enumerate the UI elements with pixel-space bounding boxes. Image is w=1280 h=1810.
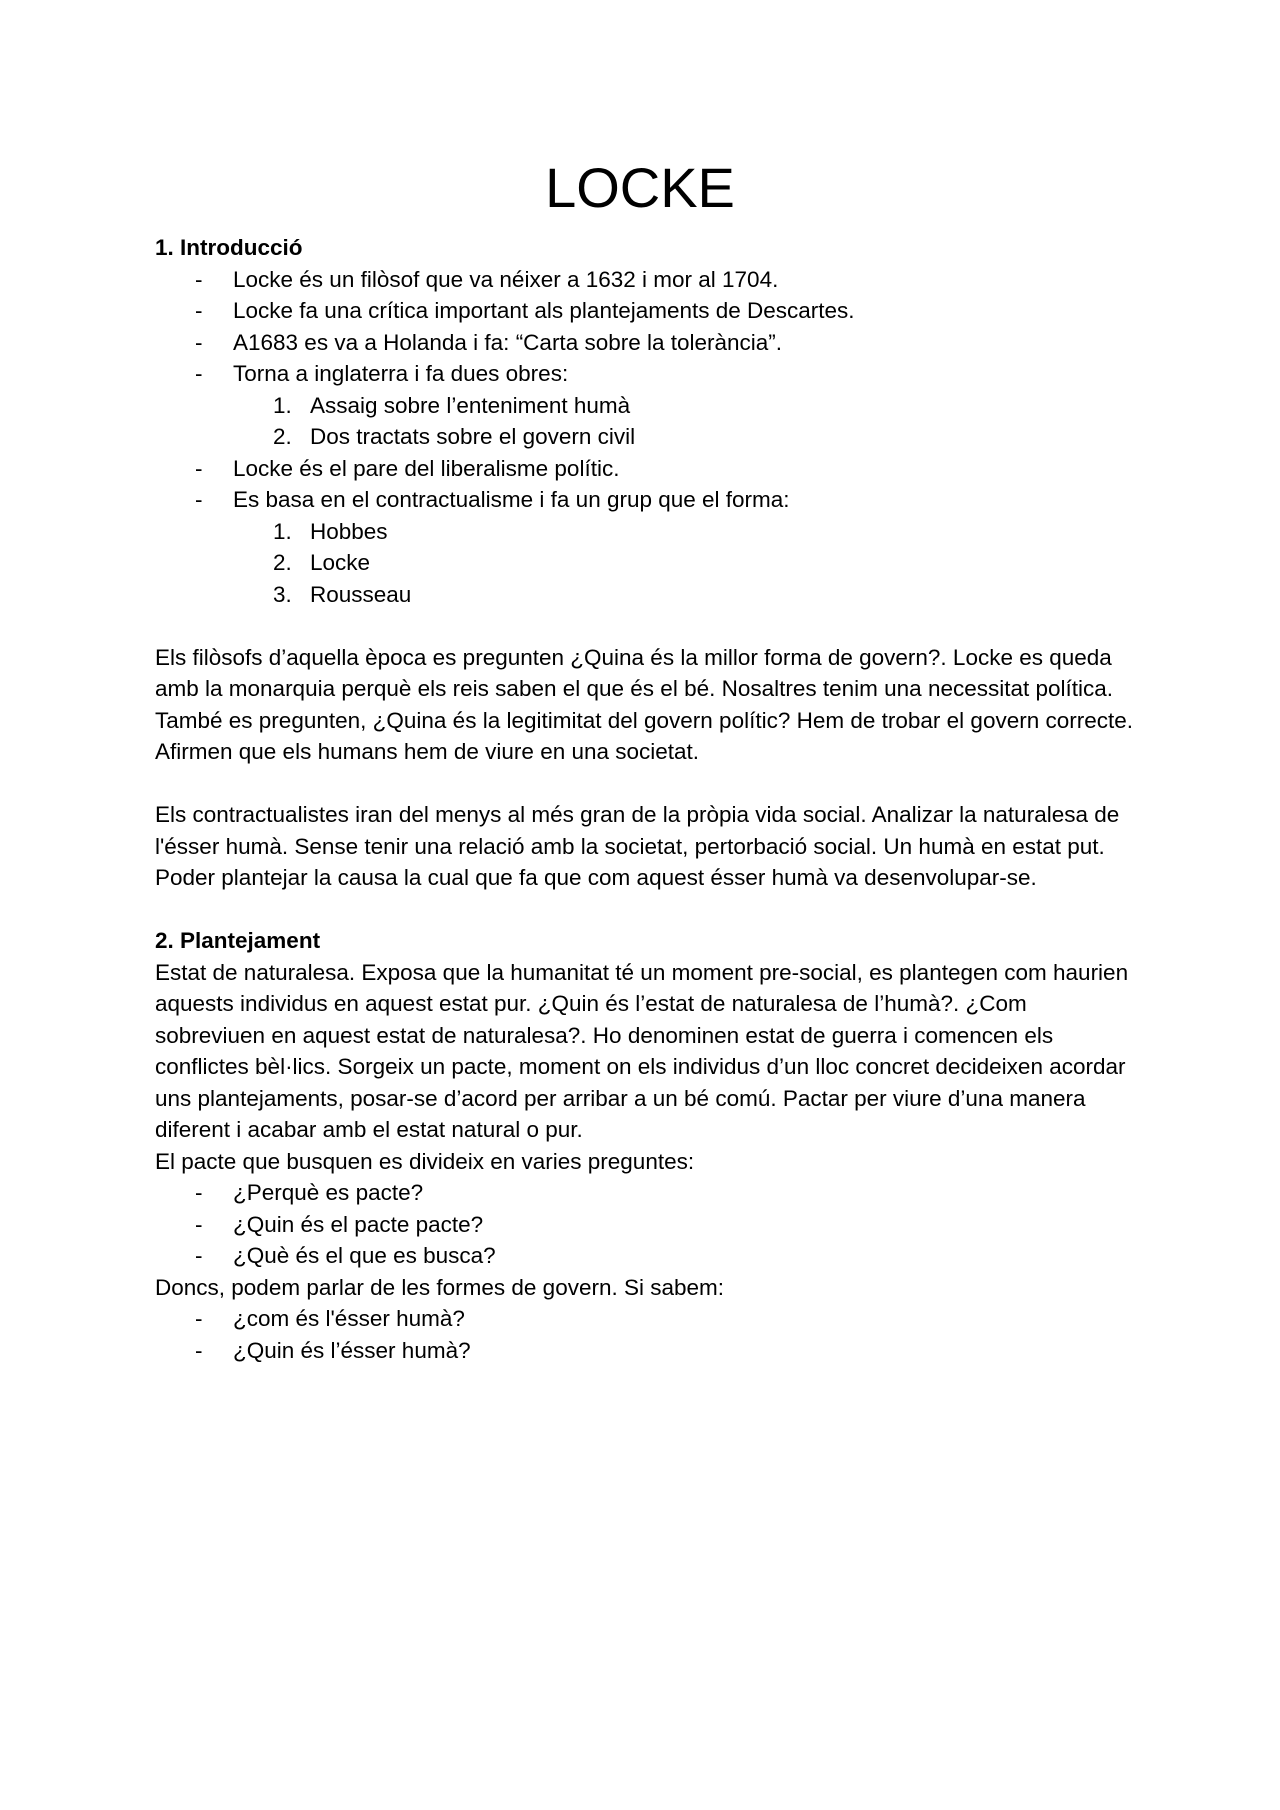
list-item-text: ¿Què és el que es busca?	[233, 1243, 496, 1268]
numbered-item-text: Rousseau	[310, 581, 412, 607]
dash-marker: -	[195, 1243, 203, 1268]
numbered-item	[155, 579, 1135, 611]
dash-marker: -	[195, 361, 203, 386]
spacer	[155, 768, 1135, 800]
paragraph-estat-naturalesa: Estat de naturalesa. Exposa que la humanitat té un moment pre-social, es plantegen com haurien aquests individus en aquest estat pur. ¿Quin és l’estat de naturalesa de l’humà?. ¿Com sobreviuen en aquest estat de naturalesa?. Ho denominen estat de guerra i comencen els conflictes bèl·lics. Sorgeix un pacte, moment on els individus d’un lloc concret decideixen acordar uns plantejaments, posar-se d’acord per arribar a un bé comú. Pactar per viure d’una manera diferent i acabar amb el estat natural o pur.	[155, 959, 1129, 1142]
pact-questions-list	[155, 1177, 1135, 1272]
list-item-text: Locke és el pare del liberalisme polític.	[233, 455, 620, 481]
list-item	[155, 1303, 1135, 1335]
list-item	[155, 1335, 1135, 1367]
dash-marker: -	[195, 1180, 203, 1205]
works-list	[155, 390, 1135, 453]
dash-marker: -	[195, 1306, 203, 1331]
page-title: LOCKE	[545, 156, 735, 219]
list-item	[155, 1240, 1135, 1272]
list-item	[155, 295, 1135, 327]
number-marker: 2.	[273, 550, 292, 575]
list-item-text: ¿Quin és el pacte pacte?	[233, 1211, 484, 1237]
list-item	[155, 1209, 1135, 1241]
intro-list	[155, 264, 1135, 390]
numbered-item-text: Hobbes	[310, 518, 388, 544]
number-marker: 2.	[273, 424, 292, 449]
number-marker: 3.	[273, 581, 292, 607]
numbered-item-text: Dos tractats sobre el govern civil	[310, 424, 636, 449]
list-item-text: Torna a inglaterra i fa dues obres:	[233, 361, 569, 386]
list-item-text: Locke és un filòsof que va néixer a 1632 i mor al 1704.	[233, 266, 779, 292]
govern-questions-list	[155, 1303, 1135, 1366]
document-body	[155, 232, 1135, 1366]
number-marker: 1.	[273, 518, 292, 544]
list-item-text: Locke fa una crítica important als plantejaments de Descartes.	[233, 298, 855, 323]
numbered-item	[155, 547, 1135, 579]
list-item	[155, 327, 1135, 359]
list-item	[155, 264, 1135, 296]
dash-marker: -	[195, 329, 203, 355]
list-item-text: ¿Perquè es pacte?	[233, 1180, 424, 1205]
govern-intro: Doncs, podem parlar de les formes de govern. Si sabem:	[155, 1274, 725, 1300]
list-item	[155, 1177, 1135, 1209]
list-item	[155, 453, 1135, 485]
dash-marker: -	[195, 1337, 203, 1363]
spacer	[155, 610, 1135, 642]
spacer	[155, 894, 1135, 926]
list-item-text: ¿Quin és l’ésser humà?	[233, 1337, 471, 1363]
list-item-text: A1683 es va a Holanda i fa: “Carta sobre la tolerància”.	[233, 329, 783, 355]
intro-list-continued	[155, 453, 1135, 516]
numbered-item	[155, 516, 1135, 548]
dash-marker: -	[195, 455, 203, 481]
contractualist-group-list	[155, 516, 1135, 611]
numbered-item-text: Assaig sobre l’enteniment humà	[310, 392, 631, 418]
paragraph-contractualistes: Els contractualistes iran del menys al més gran de la pròpia vida social. Analizar la naturalesa de l'ésser humà. Sense tenir una relació amb la societat, pertorbació social. Un humà en estat put. Poder plantejar la causa la cual que fa que com aquest ésser humà va desenvolupar-se.	[155, 802, 1120, 890]
list-item-text: ¿com és l'ésser humà?	[233, 1306, 465, 1331]
list-item	[155, 358, 1135, 390]
section-heading-plantejament: 2. Plantejament	[155, 928, 321, 953]
numbered-item	[155, 421, 1135, 453]
section-heading-introduccio: 1. Introducció	[155, 235, 303, 260]
dash-marker: -	[195, 298, 203, 323]
numbered-item-text: Locke	[310, 550, 371, 575]
paragraph-govern-question: Els filòsofs d’aquella època es pregunten ¿Quina és la millor forma de govern?. Locke es queda amb la monarquia perquè els reis saben el que és el bé. Nosaltres tenim una necessitat política. També es pregunten, ¿Quina és la legitimitat del govern polític? Hem de trobar el govern correcte. Afirmen que els humans hem de viure en una societat.	[155, 644, 1134, 764]
dash-marker: -	[195, 487, 203, 512]
list-item-text: Es basa en el contractualisme i fa un grup que el forma:	[233, 487, 790, 512]
numbered-item	[155, 390, 1135, 422]
dash-marker: -	[195, 266, 203, 292]
list-item	[155, 484, 1135, 516]
pact-intro: El pacte que busquen es divideix en varies preguntes:	[155, 1148, 695, 1174]
dash-marker: -	[195, 1211, 203, 1237]
number-marker: 1.	[273, 392, 292, 418]
